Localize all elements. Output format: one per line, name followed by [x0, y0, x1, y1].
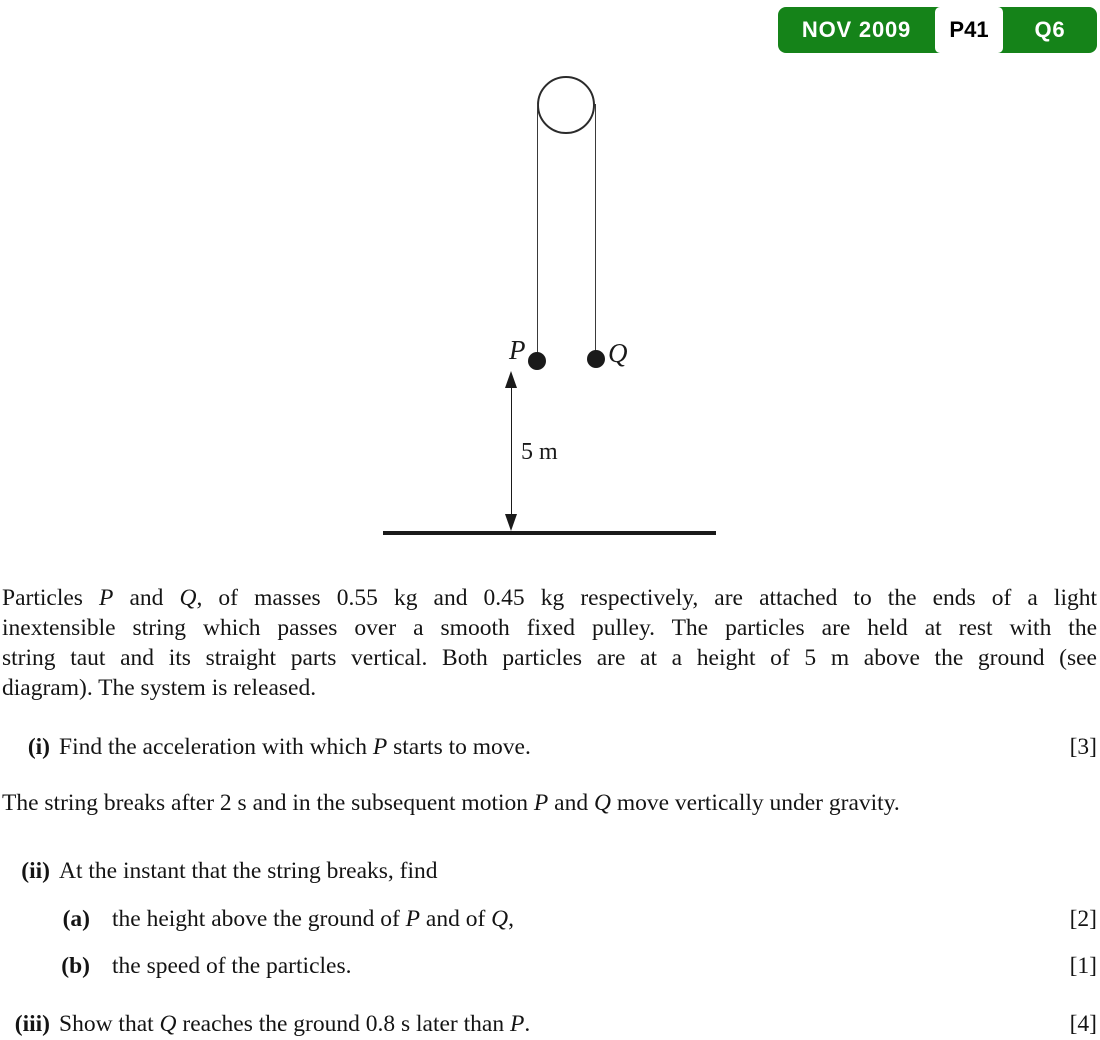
text-segment: and	[113, 585, 180, 611]
italic-symbol-q: Q	[491, 906, 509, 932]
italic-symbol-q: Q	[593, 790, 611, 816]
string-right-segment	[595, 104, 597, 351]
text-segment: , of masses 0.55 kg and 0.45 kg respectively, are attached to the ends of a light	[196, 585, 1098, 611]
badge-paper-label: P41	[935, 7, 1003, 53]
part-i-marker: (i)	[27, 734, 50, 760]
text-segment: the height above the ground of	[112, 906, 406, 932]
part-ii-a-marker: (a)	[62, 906, 90, 932]
italic-symbol-p: P	[509, 1011, 525, 1037]
intro-line-2: inextensible string which passes over a smooth fixed pulley. The particles are held at rest with the	[2, 615, 1097, 641]
question-part-iii	[2, 1009, 1097, 1039]
part-ii-text: At the instant that the string breaks, find	[59, 858, 438, 884]
part-ii-b-marker: (b)	[61, 953, 90, 979]
text-segment: .	[524, 1011, 531, 1037]
part-ii-a-text	[112, 904, 514, 934]
interlude-paragraph	[2, 788, 1097, 818]
part-ii-b-text: the speed of the particles.	[112, 953, 352, 979]
particle-p-label: P	[509, 335, 526, 365]
intro-line-1	[2, 583, 1097, 613]
part-iii-marks: [4]	[1069, 1011, 1097, 1037]
italic-symbol-p: P	[99, 585, 114, 611]
part-i-text	[59, 732, 531, 762]
part-ii-a-marks: [2]	[1069, 906, 1097, 932]
particle-q-dot	[587, 350, 605, 368]
question-reference-badge	[778, 7, 1097, 53]
text-segment: reaches the ground 0.8 s later than	[176, 1011, 510, 1037]
arrow-up-head-icon	[505, 371, 517, 388]
badge-question-label: Q6	[1034, 17, 1066, 42]
question-part-i	[2, 732, 1097, 762]
part-ii-marker: (ii)	[21, 858, 50, 884]
text-segment: starts to move.	[387, 734, 531, 760]
intro-line-3: string taut and its straight parts vertical. Both particles are at a height of 5 m above the ground (see	[2, 645, 1097, 671]
italic-symbol-q: Q	[179, 585, 197, 611]
italic-symbol-p: P	[533, 790, 549, 816]
ground-line	[383, 531, 716, 535]
intro-paragraph	[2, 583, 1097, 703]
question-part-ii-a	[2, 904, 1097, 934]
arrow-down-head-icon	[505, 514, 517, 531]
text-segment: Find the acceleration with which	[59, 734, 373, 760]
intro-line-4: diagram). The system is released.	[2, 675, 317, 701]
badge-session-label: NOV 2009	[801, 17, 912, 42]
text-segment: and	[548, 790, 594, 816]
part-iii-text	[59, 1009, 530, 1039]
pulley-circle	[537, 76, 595, 134]
text-segment: Show that	[59, 1011, 160, 1037]
text-segment: ,	[508, 906, 515, 932]
text-segment: move vertically under gravity.	[610, 790, 900, 816]
height-dimension-label: 5 m	[521, 439, 558, 465]
height-arrow-shaft	[511, 385, 513, 516]
text-segment: and of	[420, 906, 492, 932]
part-i-marks: [3]	[1069, 734, 1097, 760]
part-iii-marker: (iii)	[14, 1011, 50, 1037]
italic-symbol-p: P	[405, 906, 421, 932]
part-ii-b-marks: [1]	[1069, 953, 1097, 979]
text-segment: The string breaks after 2 s and in the subsequent motion	[2, 790, 534, 816]
text-segment: Particles	[2, 585, 100, 611]
string-left-segment	[537, 104, 539, 353]
particle-q-label: Q	[608, 338, 628, 368]
question-part-ii-b	[2, 951, 1097, 981]
particle-p-dot	[528, 352, 546, 370]
italic-symbol-p: P	[372, 734, 388, 760]
italic-symbol-q: Q	[159, 1011, 177, 1037]
question-part-ii	[2, 856, 1097, 886]
